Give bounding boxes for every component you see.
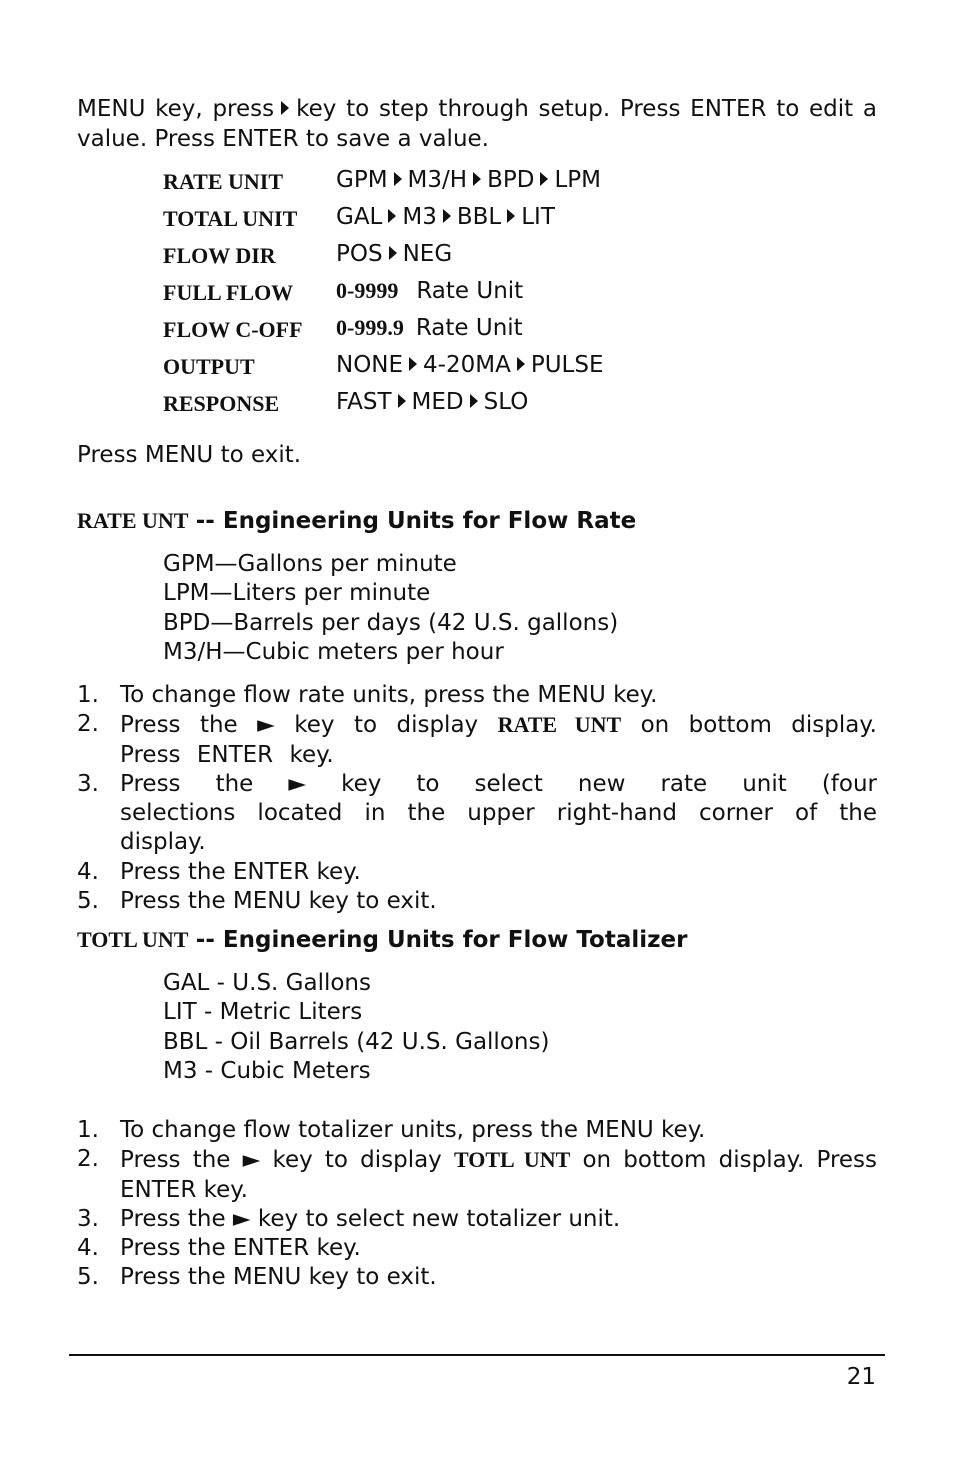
- setup-row-flow-dir: [163, 239, 863, 276]
- setup-row-flow-cutoff: [163, 313, 863, 350]
- setup-label: TOTAL UNIT: [163, 206, 298, 231]
- step-keyword: TOTL UNT: [453, 1147, 571, 1173]
- right-arrow-icon: [281, 101, 289, 115]
- setup-label: RATE UNIT: [163, 169, 284, 194]
- total-unit-steps: [77, 1116, 877, 1293]
- option-4-20ma: 4-20MA: [423, 352, 511, 378]
- step-item: [77, 1234, 877, 1263]
- option-pulse: PULSE: [530, 352, 604, 378]
- step-text-before: Press the ► key to display: [120, 1147, 442, 1174]
- option-pos: POS: [336, 241, 383, 267]
- range-unit: Rate Unit: [416, 278, 524, 304]
- option-fast: FAST: [336, 389, 392, 415]
- step-number: 2.: [77, 1146, 99, 1173]
- option-bpd: BPD: [487, 167, 535, 193]
- step-text-after: on bottom display. Press ENTER key.: [120, 712, 877, 768]
- total-unit-definitions: [163, 969, 549, 1086]
- option-m3h: M3/H: [407, 167, 468, 193]
- range-unit: Rate Unit: [415, 315, 523, 341]
- setup-row-rate-unit: [163, 165, 863, 202]
- step-number: 5.: [77, 888, 99, 915]
- rate-unit-heading: [77, 506, 636, 536]
- step-item: [77, 858, 877, 887]
- definition-item: BPD—Barrels per days (42 U.S. gallons): [163, 609, 619, 636]
- definition-item: LIT - Metric Liters: [163, 999, 363, 1026]
- step-text: Press the MENU key to exit.: [120, 1264, 437, 1291]
- step-text: Press the ► key to select new rate unit (four selections located in the upper right-hand corner of the display.: [120, 770, 877, 856]
- setup-label: FULL FLOW: [163, 280, 294, 305]
- heading-title: -- Engineering Units for Flow Rate: [195, 508, 637, 534]
- setup-range: [336, 276, 523, 306]
- step-item: [77, 710, 877, 770]
- right-arrow-icon: [388, 209, 396, 223]
- step-text-after: on bottom display. Press ENTER key.: [120, 1147, 878, 1203]
- setup-menu-table: [163, 165, 863, 424]
- step-keyword: RATE UNT: [497, 712, 622, 738]
- step-number: 4.: [77, 1235, 99, 1262]
- step-text: Press the ENTER key.: [120, 1235, 361, 1262]
- total-unit-heading: [77, 925, 687, 955]
- right-arrow-icon: [443, 209, 451, 223]
- intro-text-part1: MENU key, press: [77, 96, 275, 122]
- right-arrow-icon: [540, 172, 548, 186]
- option-m3: M3: [402, 204, 437, 230]
- footer-divider: [69, 1354, 885, 1356]
- right-arrow-icon: [473, 172, 481, 186]
- setup-label: FLOW C-OFF: [163, 317, 303, 342]
- right-arrow-icon: [470, 394, 478, 408]
- step-item: [77, 1116, 877, 1145]
- intro-text-part2: key to step through setup. Press ENTER to edit a value. Press ENTER to save a value.: [77, 96, 877, 152]
- option-med: MED: [411, 389, 464, 415]
- option-lpm: LPM: [554, 167, 601, 193]
- right-arrow-icon: [389, 246, 397, 260]
- right-arrow-icon: [394, 172, 402, 186]
- option-neg: NEG: [402, 241, 453, 267]
- option-bbl: BBL: [456, 204, 502, 230]
- step-number: 1.: [77, 1117, 99, 1143]
- step-item: [77, 1145, 877, 1205]
- step-item: [77, 681, 877, 710]
- setup-options: [336, 165, 601, 195]
- rate-unit-definitions: [163, 550, 618, 667]
- step-number: 1.: [77, 682, 99, 708]
- setup-row-full-flow: [163, 276, 863, 313]
- right-arrow-icon: [507, 209, 515, 223]
- definition-item: GPM—Gallons per minute: [163, 551, 457, 577]
- page-number: 21: [846, 1364, 876, 1390]
- option-gal: GAL: [336, 204, 383, 230]
- setup-label: FLOW DIR: [163, 243, 276, 268]
- step-text-before: Press the ► key to display: [120, 712, 479, 739]
- step-number: 3.: [77, 770, 99, 797]
- right-arrow-icon: [398, 394, 406, 408]
- definition-item: M3 - Cubic Meters: [163, 1057, 371, 1084]
- step-number: 3.: [77, 1205, 99, 1232]
- setup-options: [336, 387, 528, 417]
- setup-options: [336, 239, 452, 269]
- rate-unit-steps: [77, 681, 877, 916]
- step-item: [77, 887, 877, 916]
- option-none: NONE: [336, 352, 404, 378]
- heading-keyword: RATE UNT: [77, 508, 189, 533]
- option-gpm: GPM: [336, 167, 388, 193]
- setup-options: [336, 202, 555, 232]
- right-arrow-icon: [517, 357, 525, 371]
- step-item: [77, 1205, 877, 1234]
- option-slo: SLO: [483, 389, 529, 415]
- definition-item: GAL - U.S. Gallons: [163, 970, 371, 996]
- step-text: Press the ENTER key.: [120, 858, 361, 885]
- setup-label: OUTPUT: [163, 354, 255, 379]
- step-number: 5.: [77, 1264, 99, 1291]
- step-number: 2.: [77, 711, 99, 738]
- setup-options: [336, 350, 603, 380]
- range-value: 0-9999: [336, 278, 399, 303]
- step-text: To change flow rate units, press the MENU key.: [120, 682, 658, 708]
- exit-instruction: Press MENU to exit.: [77, 442, 302, 468]
- setup-range: [336, 313, 523, 343]
- range-value: 0-999.9: [336, 315, 404, 340]
- step-item: [77, 1263, 877, 1292]
- step-text: To change flow totalizer units, press the MENU key.: [120, 1117, 706, 1143]
- right-arrow-icon: [409, 357, 417, 371]
- intro-paragraph: [77, 94, 877, 154]
- setup-row-output: [163, 350, 863, 387]
- heading-keyword: TOTL UNT: [77, 927, 189, 952]
- step-item: [77, 770, 877, 858]
- step-text: Press the ► key to select new totalizer unit.: [120, 1205, 621, 1232]
- step-text: Press the MENU key to exit.: [120, 888, 437, 915]
- definition-item: BBL - Oil Barrels (42 U.S. Gallons): [163, 1028, 550, 1055]
- setup-row-total-unit: [163, 202, 863, 239]
- option-lit: LIT: [521, 204, 555, 230]
- setup-label: RESPONSE: [163, 391, 280, 416]
- definition-item: M3/H—Cubic meters per hour: [163, 638, 504, 665]
- heading-title: -- Engineering Units for Flow Totalizer: [195, 927, 688, 953]
- definition-item: LPM—Liters per minute: [163, 580, 431, 607]
- setup-row-response: [163, 387, 863, 424]
- step-number: 4.: [77, 858, 99, 885]
